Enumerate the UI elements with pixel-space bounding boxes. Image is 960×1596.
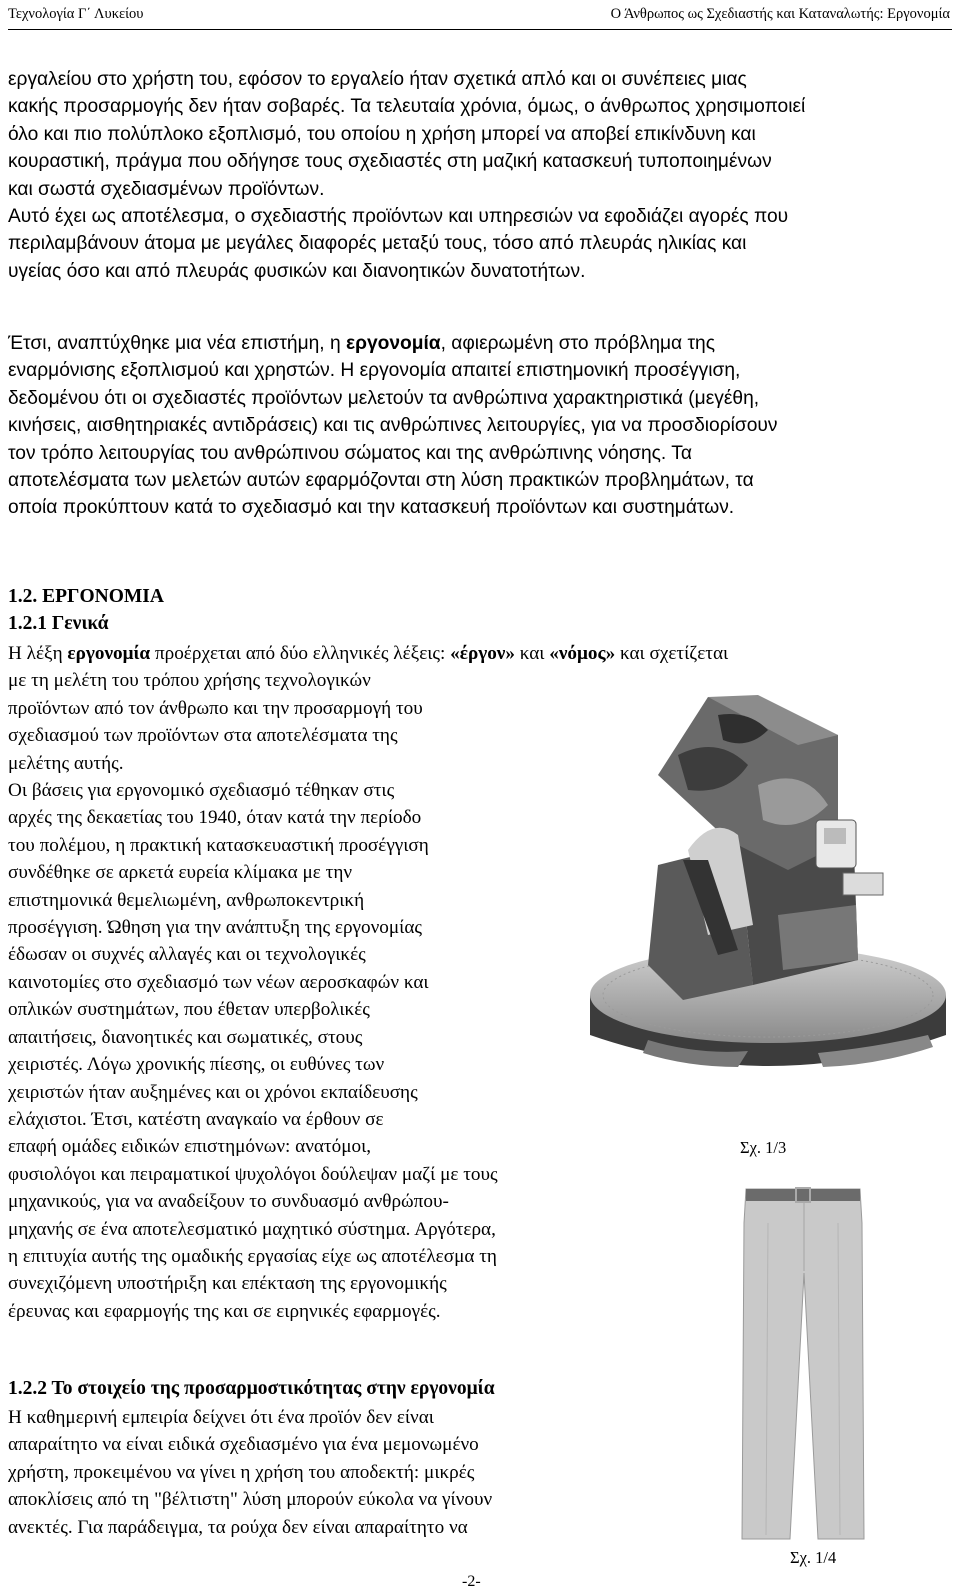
text-line: χειριστών ήταν αυξημένες και οι χρόνοι εκπαίδευσης xyxy=(8,1081,418,1103)
text-line: απαραίτητο να είναι ειδικά σχεδιασμένο για ένα μεμονωμένο xyxy=(8,1434,479,1456)
text-line: και σωστά σχεδιασμένων προϊόντων. xyxy=(8,178,325,200)
text-line: ανεκτές. Για παράδειγμα, τα ρούχα δεν είναι απαραίτητο να xyxy=(8,1516,468,1538)
ergonomics-paragraph xyxy=(8,330,777,522)
text-line: συνεχιζόμενη υποστήριξη και επέκταση της εργονομικής xyxy=(8,1273,447,1295)
text-line: κουραστική, πράγμα που οδήγησε τους σχεδιαστές στη μαζική κατασκευή τυποποιημένων xyxy=(8,151,772,173)
text-line: δεδομένου ότι οι σχεδιαστές προϊόντων μελετούν τα ανθρώπινα χαρακτηριστικά (μεγέθη, xyxy=(8,387,760,409)
text-line: η επιτυχία αυτής της ομαδικής εργασίας είχε ως αποτέλεσμα τη xyxy=(8,1245,497,1267)
section-heading: 1.2. ΕΡΓΟΝΟΜΙΑ xyxy=(8,586,164,607)
text-line: οπλικών συστημάτων, που έθεταν υπερβολικές xyxy=(8,999,370,1021)
text-line: με τη μελέτη του τρόπου χρήσης τεχνολογικών xyxy=(8,670,371,692)
text-line: οποία προκύπτουν κατά το σχεδιασμό και την κατασκευή προϊόντων και συστημάτων. xyxy=(8,497,735,519)
figure-ergonomic-machine xyxy=(588,695,950,1105)
text-line: εργαλείου στο χρήστη του, εφόσον το εργαλείο ήταν σχετικά απλό και οι συνέπειες μιας xyxy=(8,69,747,90)
text-line: του πολέμου, η πρακτική κατασκευαστική προσέγγιση xyxy=(8,834,429,856)
text-line: επαφή ομάδες ειδικών επιστημόνων: ανατόμοι, xyxy=(8,1136,372,1158)
text-line: επιστημονικά θεμελιωμένη, ανθρωποκεντρική xyxy=(8,889,365,911)
text-line: μελέτης αυτής. xyxy=(8,752,124,774)
text-line: απαιτήσεις, διανοητικές και σωματικές, στους xyxy=(8,1026,363,1048)
text-line: φυσιολόγοι και πειραματικοί ψυχολόγοι δούλεψαν μαζί με τους xyxy=(8,1163,498,1185)
intro-paragraph xyxy=(8,66,805,285)
trousers xyxy=(742,1189,864,1539)
text-line: σχεδιασμού των προϊόντων στα αποτελέσματα της xyxy=(8,725,398,747)
text-line: έδωσαν οι συχνές αλλαγές και οι τεχνολογικές xyxy=(8,944,366,966)
text-line: μηχανής σε ένα αποτελεσματικό μαχητικό σύστημα. Αργότερα, xyxy=(8,1218,496,1240)
text-line: τον τρόπο λειτουργίας του ανθρώπινου σώματος και της ανθρώπινης νόησης. Τα xyxy=(8,442,692,464)
text-line: ελάχιστοι. Έτσι, κατέστη αναγκαίο να έρθουν σε xyxy=(8,1108,384,1130)
text-line: χειριστές. Λόγω χρονικής πίεσης, οι ευθύνες των xyxy=(8,1054,385,1076)
subsection-heading: 1.2.1 Γενικά xyxy=(8,613,109,634)
text-line: εναρμόνισης εξοπλισμού και χρηστών. Η εργονομία απαιτεί επιστημονική προσέγγιση, xyxy=(8,360,741,382)
text-line: έρευνας και εφαρμογής της και σε ειρηνικές εφαρμογές. xyxy=(8,1300,441,1322)
header-divider xyxy=(8,29,952,30)
text-line: Η λέξη εργονομία προέρχεται από δύο ελληνικές λέξεις: «έργον» και «νόμος» και σχετίζεται xyxy=(8,643,729,664)
text-line: καινοτομίες στο σχεδιασμό των νέων αεροσκαφών και xyxy=(8,971,429,993)
text-line: αποτελέσματα των μελετών αυτών εφαρμόζονται στη λύση πρακτικών προβλημάτων, τα xyxy=(8,470,754,492)
text-line: χρήστη, προκειμένου να γίνει η χρήση του αποδεκτή: μικρές xyxy=(8,1461,475,1483)
figure-caption: Σχ. 1/3 xyxy=(740,1138,787,1157)
term-ergonomia: εργονομία xyxy=(345,333,441,354)
text-line: Έτσι, αναπτύχθηκε μια νέα επιστήμη, η εργονομία, αφιερωμένη στο πρόβλημα της xyxy=(8,333,715,354)
text-line: κακής προσαρμογής δεν ήταν σοβαρές. Τα τελευταία χρόνια, όμως, ο άνθρωπος χρησιμοποιεί xyxy=(8,96,806,118)
section-body xyxy=(8,1404,492,1541)
text-line: υγείας όσο και από πλευράς φυσικών και διανοητικών δυνατοτήτων. xyxy=(8,260,586,282)
text-line: προσέγγιση. Ώθηση για την ανάπτυξη της εργονομίας xyxy=(8,917,422,939)
header-left: Τεχνολογία Γ΄ Λυκείου xyxy=(8,6,144,22)
page-number: -2- xyxy=(462,1573,481,1590)
text-line: μηχανικούς, για να αναδείξουν το συνδυασμό ανθρώπου- xyxy=(8,1191,449,1213)
text-line: προϊόντων από τον άνθρωπο και την προσαρμογή του xyxy=(8,697,423,719)
text-line: περιλαμβάνουν άτομα με μεγάλες διαφορές μεταξύ τους, τόσο από πλευράς ηλικίας και xyxy=(8,233,747,255)
text-line: αρχές της δεκαετίας του 1940, όταν κατά την περίοδο xyxy=(8,807,422,829)
text-line: Οι βάσεις για εργονομικό σχεδιασμό τέθηκαν στις xyxy=(8,780,395,802)
belt xyxy=(746,1189,860,1201)
text-line: συνδέθηκε σε αρκετά ευρεία κλίμακα με την xyxy=(8,862,353,884)
text-line: όλο και πιο πολύπλοκο εξοπλισμό, του οποίου η χρήση μπορεί να αποβεί επικίνδυνη και xyxy=(8,123,756,145)
header-right: Ο Άνθρωπος ως Σχεδιαστής και Καταναλωτής: Εργονομία xyxy=(610,6,950,22)
figure-caption: Σχ. 1/4 xyxy=(790,1548,837,1567)
text-line: Αυτό έχει ως αποτέλεσμα, ο σχεδιαστής προϊόντων και υπηρεσιών να εφοδιάζει αγορές που xyxy=(8,206,789,228)
subsection-heading: 1.2.2 Το στοιχείο της προσαρμοστικότητας στην εργονομία xyxy=(8,1378,495,1399)
text-line: κινήσεις, αισθητηριακές αντιδράσεις) και τις ανθρώπινες λειτουργίες, για να προσδιορίσουν xyxy=(8,415,778,437)
text-line: Η καθημερινή εμπειρία δείχνει ότι ένα προϊόν δεν είναι xyxy=(8,1407,434,1428)
text-line: αποκλίσεις από τη "βέλτιστη" λύση μπορούν εύκολα να γίνουν xyxy=(8,1489,493,1511)
figure-trousers xyxy=(738,1183,868,1545)
